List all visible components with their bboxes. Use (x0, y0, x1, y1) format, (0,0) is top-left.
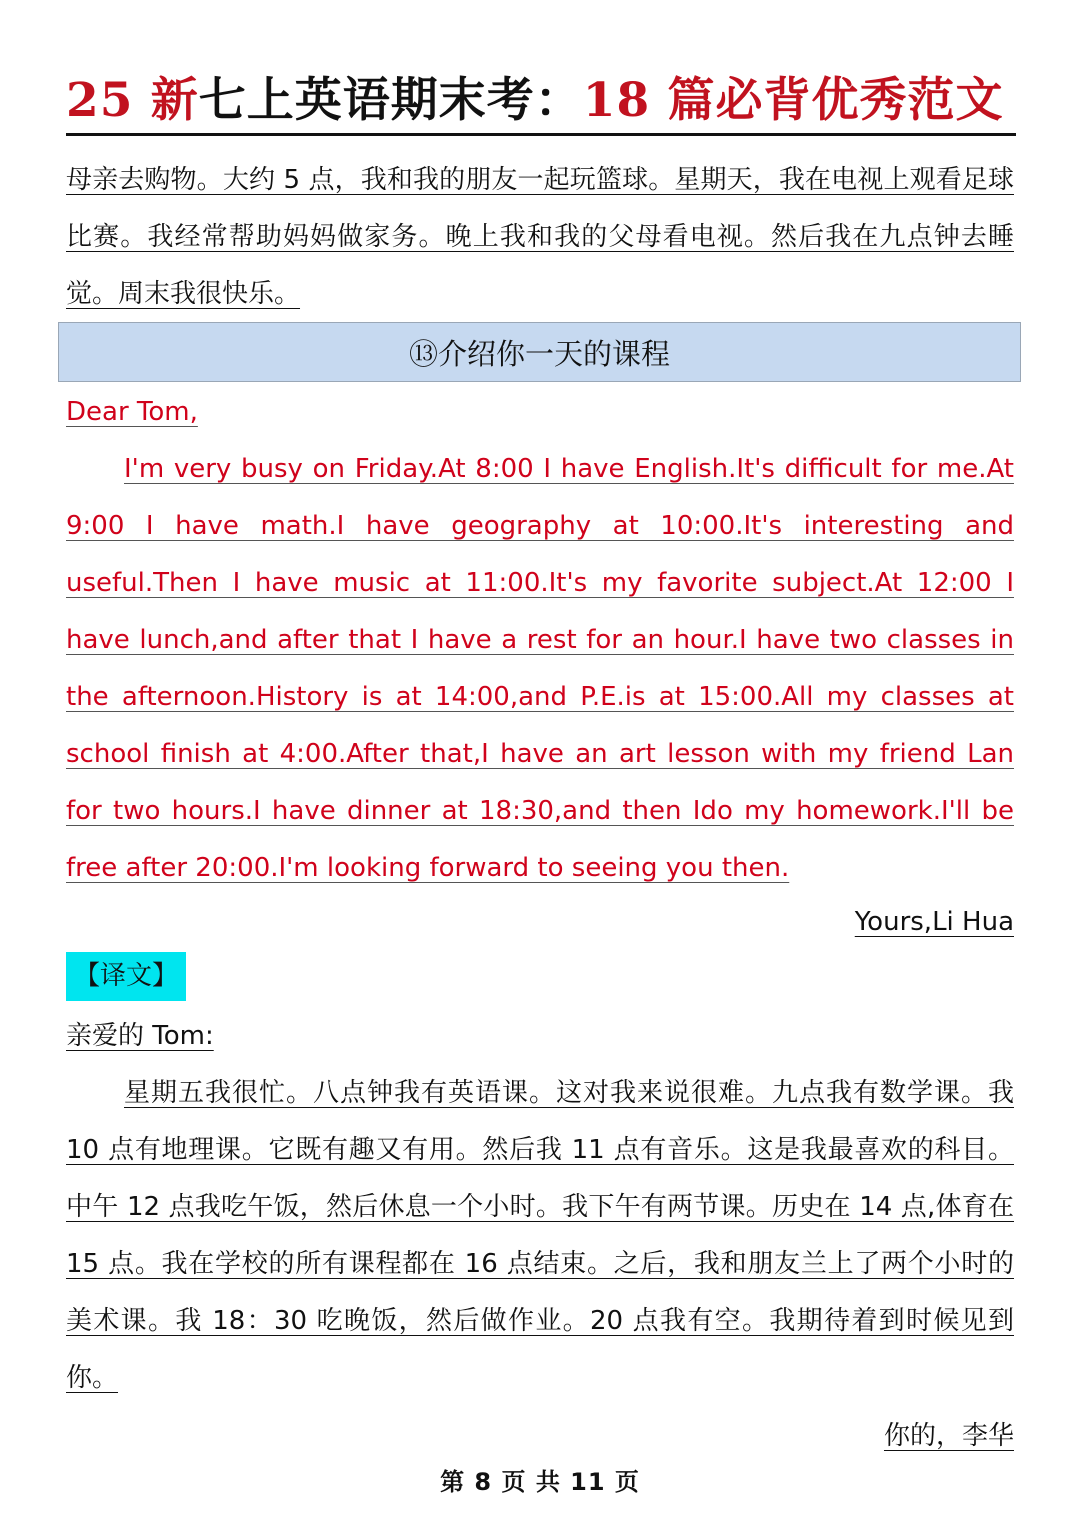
translation-signoff-text: 你的，李华 (883, 1421, 1014, 1451)
letter-greeting: Dear Tom, (66, 397, 198, 427)
letter-body: I'm very busy on Friday.At 8:00 I have English.It's difficult for me.At 9:00 I have math.I have geography at 10:00.It's interesting and useful.Then I have music at 11:00.It's my favorite subject.At 12:00 I have lunch,and after that I have a rest for an hour.I have two classes in the afternoon.History is at 14:00,and P.E.is at 15:00.All my classes at school finish at 4:00.After that,I have an art lesson with my friend Lan for two hours.I have dinner at 18:30,and then Ido my homework.I'll be free after 20:00.I'm looking forward to seeing you then. (66, 454, 1014, 883)
page-number: 第 8 页 共 11 页 (440, 1468, 640, 1496)
section-heading-text: ⑬介绍你一天的课程 (408, 336, 670, 371)
title-divider (66, 133, 1016, 136)
translation-tag: 【译文】 (66, 952, 186, 1001)
continued-paragraph (66, 152, 1014, 323)
letter-signoff (855, 894, 1014, 951)
title-part-3: 18 篇必背优秀范文 (582, 73, 1004, 128)
title-part-1: 25 新 (66, 73, 199, 128)
letter-english (66, 384, 1014, 897)
translation-body: 星期五我很忙。八点钟我有英语课。这对我来说很难。九点我有数学课。我 10 点有地理课。它既有趣又有用。然后我 11 点有音乐。这是我最喜欢的科目。中午 12 点我吃午饭，然后休息一个小时。我下午有两节课。历史在 14 点,体育在 15 点。我在学校的所有课程都在 16 点结束。之后，我和朋友兰上了两个小时的美术课。我 18：30 吃晚饭，然后做作业。20 点我有空。我期待着到时候见到你。 (66, 1078, 1014, 1393)
translation-greeting: 亲爱的 Tom: (66, 1021, 214, 1051)
continued-paragraph-text: 母亲去购物。大约 5 点，我和我的朋友一起玩篮球。星期天，我在电视上观看足球比赛。我经常帮助妈妈做家务。晚上我和我的父母看电视。然后我在九点钟去睡觉。周末我很快乐。 (66, 165, 1014, 309)
translation-chinese (66, 1008, 1014, 1407)
page-title (66, 70, 1016, 132)
title-part-2: 七上英语期末考： (198, 73, 583, 128)
letter-signoff-text: Yours,Li Hua (854, 907, 1014, 937)
translation-signoff (884, 1408, 1014, 1465)
section-heading (58, 322, 1021, 382)
